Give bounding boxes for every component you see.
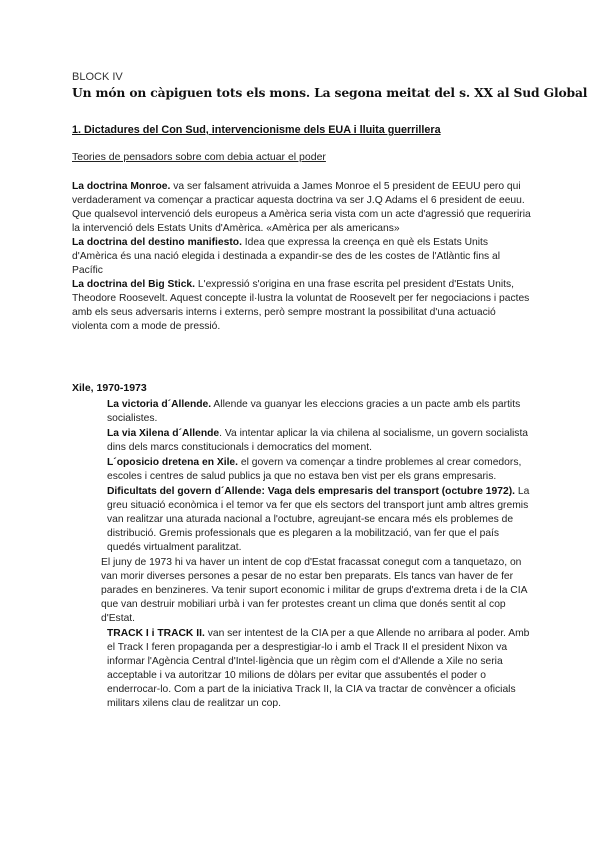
chile-term: La victoria d´Allende. (107, 399, 212, 410)
doctrine-text: Idea que expressa la creença en què els Estats Units d'Amèrica és una nació elegida i destinada a expandir-se des de les costes de l'Atlàntic fins al Pacífic (72, 237, 501, 276)
chile-text: Allende va guanyar les eleccions gracies a un pacte amb els partits socialistes. (107, 399, 521, 424)
doctrine-term: La doctrina del destino manifiesto. (72, 237, 242, 248)
chile-text: . Va intentar aplicar la via chilena al socialisme, un govern socialista dins dels marcs constitucionals i democratics del moment. (107, 428, 529, 453)
doctrine-text: va ser falsament atrivuida a James Monroe el 5 president de EEUU pero qui verdaderament va començar a practicar aquesta doctrina va ser J.Q Adams el 6 president de eeuu. Que qualsevol intervenció dels europeus a Amèrica seria vista com un acte d'agressió que requeriria la intervenció dels Estats Units d'Amèrica. «Amèrica per als americans» (72, 181, 531, 234)
subsection-title: Teories de pensadors sobre com debia actuar el poder (72, 151, 326, 163)
doctrine-paragraph (72, 180, 532, 236)
chile-text: La greu situació econòmica i el temor va fer que els sectors del transport junt amb altres gremis van realitzar una aturada nacional a l'octubre, agreujant-se encara més els problemes de distribució. Gremis professionals que es plegaren a la mobilització, van fer que el país quedés virtualment paralitzat. (107, 486, 530, 553)
doctrine-text: L'expressió s'origina en una frase escrita pel president d'Estats Units, Theodore Roosevelt. Aquest concepte il·lustra la voluntat de Roosevelt per fer negociacions i pactes amb els seus adversaris interns i externs, però sempre mostrant la possibilitat d'una actuació violenta com a mode de pressió. (72, 279, 530, 332)
doctrine-term: La doctrina del Big Stick. (72, 279, 196, 290)
block-label: BLOCK IV (72, 71, 123, 83)
chile-term: L´oposicio dretena en Xile. (107, 457, 239, 468)
chile-title: Xile, 1970-1973 (72, 382, 147, 394)
chile-term: La via Xilena d´Allende (107, 428, 220, 439)
chile-paragraph (107, 485, 532, 555)
doctrines-section (72, 180, 532, 334)
doctrine-term: La doctrina Monroe. (72, 181, 171, 192)
chile-text: el govern va començar a tindre problemes al crear comedors, escoles i centres de salud publics ja que no estava ben vist per els grans empresaris. (107, 457, 522, 482)
section-title: 1. Dictadures del Con Sud, intervencionisme dels EUA i lluita guerrillera (72, 124, 441, 136)
chile-paragraph (107, 398, 532, 426)
doctrine-paragraph (72, 236, 532, 278)
doctrine-paragraph (72, 278, 532, 334)
main-title: Un món on càpiguen tots els mons. La segona meitat del s. XX al Sud Global (72, 85, 588, 100)
chile-paragraph (101, 556, 532, 626)
chile-paragraph (107, 627, 532, 711)
chile-term: TRACK I i TRACK II. (107, 628, 205, 639)
chile-text: El juny de 1973 hi va haver un intent de cop d'Estat fracassat conegut com a tanquetazo, on van morir diverses persones a pesar de no estar ben preparats. Els tancs van haver de fer parades en benzineres. Va tenir suport economic i militar de grups d'extrema dreta i de la CIA que van destruir mobiliari urbà i van fer protestes creant un clima que donés sentit al cop d'Estat. (101, 557, 527, 624)
chile-text: van ser intentest de la CIA per a que Allende no arribara al poder. Amb el Track I feren propaganda per a desprestigiar-lo i amb el Track II el president Nixon va informar l'Agència Central d'Intel·ligència que un règim com el d'Allende a Xile no seria acceptable i va autoritzar 10 milions de dòlars per evitar que assubentés el poder o enderrocar-lo. Com a part de la iniciativa Track II, la CIA va tractar de convèncer a oficials militars xilens clau de realitzar un cop. (107, 628, 530, 709)
chile-term: Dificultats del govern d´Allende: Vaga dels empresaris del transport (octubre 1972). (107, 486, 515, 497)
chile-section (101, 398, 532, 712)
chile-paragraph (107, 456, 532, 484)
chile-paragraph (107, 427, 532, 455)
